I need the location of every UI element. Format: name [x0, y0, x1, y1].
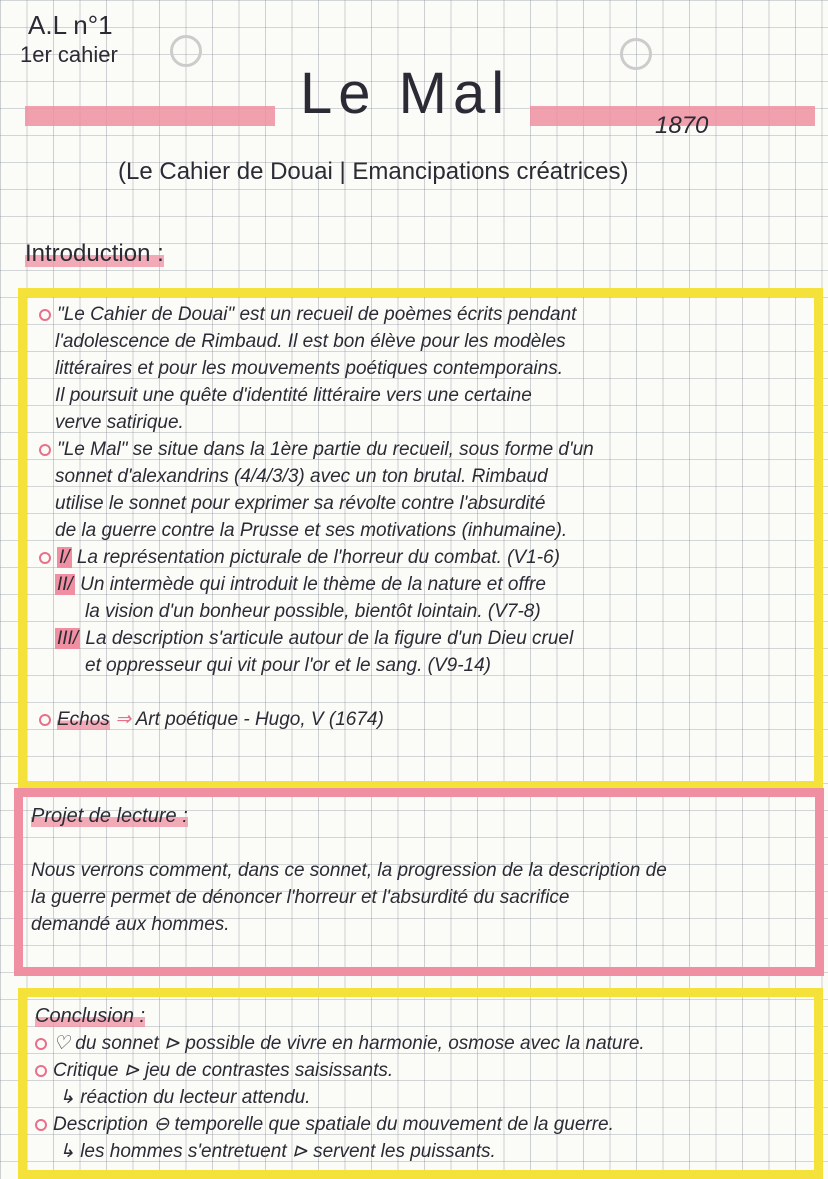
intro-line: Il poursuit une quête d'identité littéraire vers une certaine [55, 385, 532, 406]
conclusion-text: ♡ du sonnet ⊳ possible de vivre en harmonie, osmose avec la nature. [53, 1033, 645, 1054]
part-text: Un intermède qui introduit le thème de la nature et offre [80, 574, 546, 595]
conclusion-line [35, 1111, 645, 1138]
introduction-content [39, 301, 594, 733]
conclusion-text: Description ⊖ temporelle que spatiale du mouvement de la guerre. [53, 1114, 614, 1135]
conclusion-line: ↳ les hommes s'entretuent ⊳ servent les puissants. [59, 1141, 496, 1162]
bullet-icon [35, 1119, 47, 1131]
introduction-box [18, 288, 823, 790]
page-title: Le Mal [300, 61, 511, 126]
title-underline-left [25, 106, 275, 126]
projet-heading [31, 803, 667, 830]
projet-line: demandé aux hommes. [31, 914, 230, 935]
part-number: III/ [57, 628, 79, 649]
part-line: et oppresseur qui vit pour l'or et le sang. (V9-14) [85, 655, 492, 676]
part-number: I/ [59, 547, 70, 568]
intro-line: utilise le sonnet pour exprimer sa révolte contre l'absurdité [55, 493, 546, 514]
lesson-label: A.L n°1 [28, 10, 113, 40]
conclusion-line: ↳ réaction du lecteur attendu. [59, 1087, 311, 1108]
part-text: La description s'articule autour de la figure d'un Dieu cruel [85, 628, 574, 649]
conclusion-heading [35, 1003, 645, 1030]
conclusion-content [35, 1003, 645, 1165]
intro-line [39, 436, 594, 463]
intro-text: "Le Cahier de Douai" est un recueil de poèmes écrits pendant [57, 304, 577, 325]
part-line [39, 571, 594, 598]
projet-line: la guerre permet de dénoncer l'horreur et l'absurdité du sacrifice [31, 887, 570, 908]
subtitle: (Le Cahier de Douai | Emancipations créatrices) [118, 158, 629, 185]
bullet-icon [39, 309, 51, 321]
bullet-icon [39, 444, 51, 456]
conclusion-box [18, 988, 823, 1179]
part-line [39, 625, 594, 652]
intro-line: littéraires et pour les mouvements poétiques contemporains. [55, 358, 563, 379]
echos-line [39, 706, 594, 733]
binder-ring-hole [170, 35, 202, 67]
projet-content [31, 803, 667, 938]
bullet-icon [39, 714, 51, 726]
intro-line: de la guerre contre la Prusse et ses motivations (inhumaine). [55, 520, 568, 541]
intro-line: verve satirique. [55, 412, 184, 433]
part-line: la vision d'un bonheur possible, bientôt lointain. (V7-8) [85, 601, 541, 622]
conclusion-heading-text: Conclusion : [35, 1005, 146, 1027]
part-number: II/ [57, 574, 73, 595]
part-line [39, 544, 594, 571]
conclusion-text: Critique ⊳ jeu de contrastes saisissants. [53, 1060, 394, 1081]
projet-box [14, 788, 824, 976]
projet-line: Nous verrons comment, dans ce sonnet, la progression de la description de [31, 860, 667, 881]
intro-line: l'adolescence de Rimbaud. Il est bon élève pour les modèles [55, 331, 566, 352]
conclusion-line [35, 1030, 645, 1057]
bullet-icon [35, 1065, 47, 1077]
arrow-icon: ⇒ [115, 709, 132, 730]
year: 1870 [655, 112, 709, 139]
echos-label: Echos [57, 709, 110, 730]
intro-text: "Le Mal" se situe dans la 1ère partie du recueil, sous forme d'un [57, 439, 594, 460]
binder-ring-hole [620, 38, 652, 70]
bullet-icon [39, 552, 51, 564]
projet-heading-text: Projet de lecture : [31, 805, 188, 827]
echos-text: Art poétique - Hugo, V (1674) [135, 709, 384, 730]
part-text: La représentation picturale de l'horreur du combat. (V1-6) [76, 547, 560, 568]
notebook-label: 1er cahier [20, 42, 118, 67]
intro-line [39, 301, 594, 328]
intro-line: sonnet d'alexandrins (4/4/3/3) avec un ton brutal. Rimbaud [55, 466, 548, 487]
introduction-heading-text: Introduction : [25, 240, 164, 267]
conclusion-line [35, 1057, 645, 1084]
introduction-heading [25, 240, 164, 268]
bullet-icon [35, 1038, 47, 1050]
